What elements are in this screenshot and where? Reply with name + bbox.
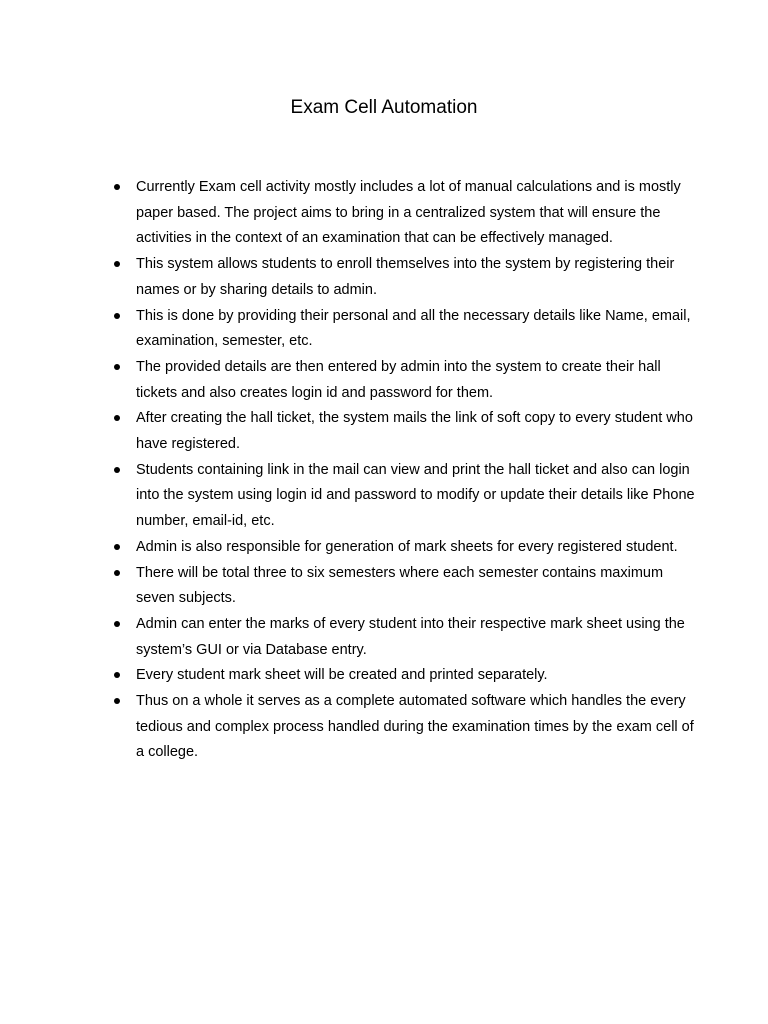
bullet-dot-icon [114, 544, 120, 550]
bullet-item [136, 304, 696, 355]
bullet-dot-icon [114, 364, 120, 370]
bullet-item [136, 663, 696, 689]
bullet-text: Currently Exam cell activity mostly includes a lot of manual calculations and is mostly paper based. The project aims to bring in a centralized system that will ensure the activities in the context of an examination that can be effectively managed. [136, 179, 681, 247]
bullet-list [136, 175, 696, 766]
bullet-text: The provided details are then entered by admin into the system to create their hall tickets and also creates login id and password for them. [136, 358, 661, 401]
bullet-item [136, 612, 696, 663]
bullet-item [136, 458, 696, 535]
bullet-text: There will be total three to six semesters where each semester contains maximum seven subjects. [136, 564, 664, 607]
bullet-text: Admin is also responsible for generation of mark sheets for every registered student. [136, 538, 678, 555]
bullet-text: Thus on a whole it serves as a complete automated software which handles the every tedious and complex process handled during the examination times by the exam cell of a college. [136, 693, 694, 761]
bullet-text: This is done by providing their personal and all the necessary details like Name, email, examination, semester, etc. [136, 307, 691, 350]
bullet-dot-icon [114, 261, 120, 267]
bullet-dot-icon [114, 621, 120, 627]
bullet-item [136, 561, 696, 612]
bullet-dot-icon [114, 467, 120, 473]
bullet-text: Admin can enter the marks of every student into their respective mark sheet using the system’s GUI or via Database entry. [136, 615, 685, 658]
bullet-text: After creating the hall ticket, the system mails the link of soft copy to every student who have registered. [136, 410, 693, 453]
bullet-item [136, 252, 696, 303]
bullet-dot-icon [114, 313, 120, 319]
bullet-item [136, 175, 696, 252]
bullet-dot-icon [114, 415, 120, 421]
bullet-item [136, 689, 696, 766]
bullet-dot-icon [114, 672, 120, 678]
bullet-text: Every student mark sheet will be created and printed separately. [136, 667, 548, 684]
bullet-text: This system allows students to enroll themselves into the system by registering their names or by sharing details to admin. [136, 256, 675, 298]
bullet-item [136, 355, 696, 406]
page-title: Exam Cell Automation [290, 97, 478, 118]
bullet-dot-icon [114, 184, 120, 190]
bullet-text: Students containing link in the mail can view and print the hall ticket and also can login into the system using login id and password to modify or update their details like Phone number, email-id, etc. [136, 461, 695, 530]
bullet-item [136, 406, 696, 457]
bullet-dot-icon [114, 570, 120, 576]
bullet-dot-icon [114, 698, 120, 704]
bullet-item [136, 535, 696, 561]
